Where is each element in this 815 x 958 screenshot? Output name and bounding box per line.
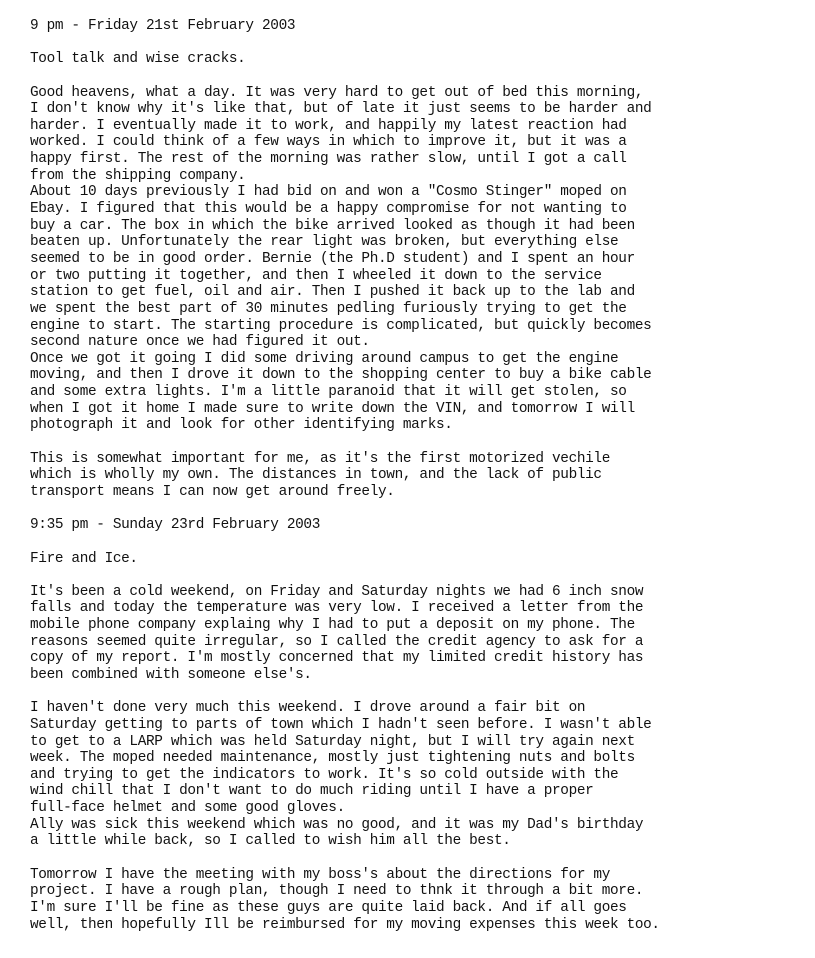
spacer <box>30 850 805 867</box>
paragraph-line: Once we got it going I did some driving around campus to get the engine <box>30 350 619 367</box>
paragraph-line: reasons seemed quite irregular, so I called the credit agency to ask for a <box>30 633 644 650</box>
paragraph-line: beaten up. Unfortunately the rear light was broken, but everything else <box>30 234 619 251</box>
paragraph-line: station to get fuel, oil and air. Then I pushed it back up to the lab and <box>30 284 635 301</box>
paragraph-line: wind chill that I don't want to do much riding until I have a proper <box>30 783 594 800</box>
spacer <box>30 567 805 584</box>
paragraph-line: falls and today the temperature was very low. I received a letter from the <box>30 600 644 617</box>
paragraph-line: Ally was sick this weekend which was no good, and it was my Dad's birthday <box>30 816 644 833</box>
paragraph-line: from the shipping company. <box>30 167 246 184</box>
paragraph-line: worked. I could think of a few ways in which to improve it, but it was a <box>30 134 627 151</box>
entry-separator <box>30 501 805 518</box>
paragraph-line: This is somewhat important for me, as it's the first motorized vechile <box>30 450 611 467</box>
paragraph-line: to get to a LARP which was held Saturday night, but I will try again next <box>30 733 635 750</box>
paragraph-line: Ebay. I figured that this would be a happy compromise for not wanting to <box>30 201 627 218</box>
paragraph-line: happy first. The rest of the morning was rather slow, until I got a call <box>30 151 627 168</box>
paragraph-line: moving, and then I drove it down to the shopping center to buy a bike cable <box>30 367 652 384</box>
paragraph-line: Tomorrow I have the meeting with my boss's about the directions for my <box>30 866 611 883</box>
entry-title: Fire and Ice. <box>30 550 138 567</box>
entry-paragraph <box>30 451 805 501</box>
entry-timestamp: 9 pm - Friday 21st February 2003 <box>30 18 296 34</box>
paragraph-line: I don't know why it's like that, but of late it just seems to be harder and <box>30 101 652 118</box>
paragraph-line: been combined with someone else's. <box>30 666 312 683</box>
spacer <box>30 35 805 52</box>
paragraph-line: second nature once we had figured it out. <box>30 334 370 351</box>
paragraph-line: Saturday getting to parts of town which I hadn't seen before. I wasn't able <box>30 716 652 733</box>
spacer <box>30 434 805 451</box>
entry-paragraph <box>30 85 805 434</box>
paragraph-line: mobile phone company explaing why I had to put a deposit on my phone. The <box>30 617 635 634</box>
spacer <box>30 68 805 85</box>
paragraph-line: week. The moped needed maintenance, mostly just tightening nuts and bolts <box>30 750 635 767</box>
paragraph-line: and trying to get the indicators to work. It's so cold outside with the <box>30 766 619 783</box>
paragraph-line: Good heavens, what a day. It was very hard to get out of bed this morning, <box>30 84 644 101</box>
entry-paragraph <box>30 867 805 934</box>
journal-entry <box>30 18 805 501</box>
paragraph-line: seemed to be in good order. Bernie (the Ph.D student) and I spent an hour <box>30 250 635 267</box>
journal-document <box>30 18 805 933</box>
paragraph-line: It's been a cold weekend, on Friday and Saturday nights we had 6 inch snow <box>30 583 644 600</box>
paragraph-line: we spent the best part of 30 minutes pedling furiously trying to get the <box>30 300 627 317</box>
paragraph-line: copy of my report. I'm mostly concerned that my limited credit history has <box>30 650 644 667</box>
paragraph-line: and some extra lights. I'm a little paranoid that it will get stolen, so <box>30 384 627 401</box>
paragraph-line: buy a car. The box in which the bike arrived looked as though it had been <box>30 217 635 234</box>
paragraph-line: engine to start. The starting procedure is complicated, but quickly becomes <box>30 317 652 334</box>
paragraph-line: or two putting it together, and then I wheeled it down to the service <box>30 267 602 284</box>
entry-timestamp: 9:35 pm - Sunday 23rd February 2003 <box>30 517 321 534</box>
paragraph-line: transport means I can now get around freely. <box>30 483 395 500</box>
entry-paragraph <box>30 584 805 684</box>
paragraph-line: harder. I eventually made it to work, and happily my latest reaction had <box>30 117 627 134</box>
paragraph-line: photograph it and look for other identifying marks. <box>30 417 453 434</box>
paragraph-line: which is wholly my own. The distances in town, and the lack of public <box>30 467 602 484</box>
paragraph-line: full-face helmet and some good gloves. <box>30 800 345 817</box>
paragraph-line: I haven't done very much this weekend. I drove around a fair bit on <box>30 700 586 717</box>
spacer <box>30 684 805 701</box>
journal-entry <box>30 517 805 933</box>
paragraph-line: I'm sure I'll be fine as these guys are quite laid back. And if all goes <box>30 899 627 916</box>
entry-paragraph <box>30 700 805 850</box>
entry-title: Tool talk and wise cracks. <box>30 51 246 68</box>
paragraph-line: well, then hopefully Ill be reimbursed for my moving expenses this week too. <box>30 916 660 933</box>
spacer <box>30 534 805 551</box>
paragraph-line: project. I have a rough plan, though I need to thnk it through a bit more. <box>30 883 644 900</box>
paragraph-line: About 10 days previously I had bid on and won a "Cosmo Stinger" moped on <box>30 184 627 201</box>
paragraph-line: a little while back, so I called to wish him all the best. <box>30 833 511 850</box>
paragraph-line: when I got it home I made sure to write down the VIN, and tomorrow I will <box>30 400 635 417</box>
